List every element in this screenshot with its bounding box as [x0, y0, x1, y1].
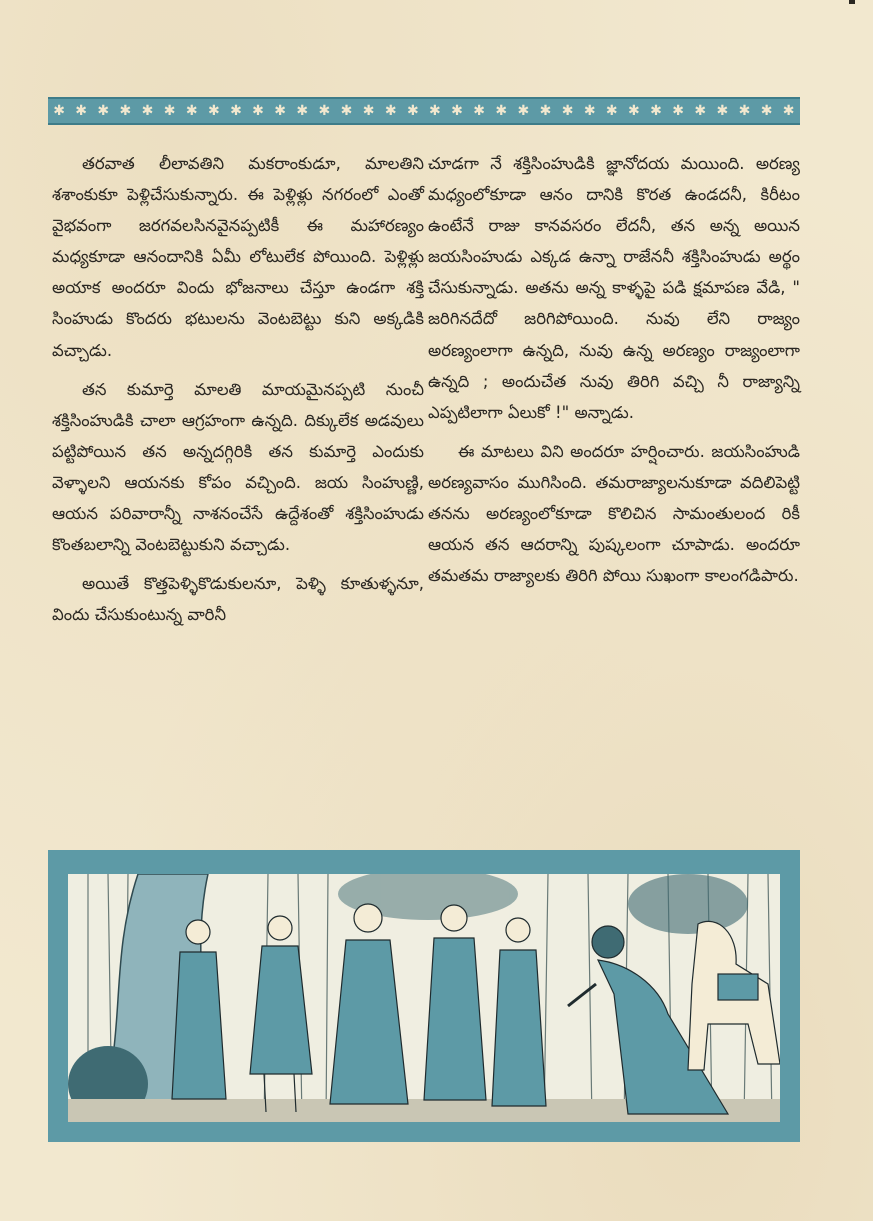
corner-mark	[849, 0, 855, 4]
border-ornament-icon: ✱	[694, 103, 707, 119]
border-ornament-icon: ✱	[495, 103, 508, 119]
border-ornament-icon: ✱	[583, 103, 596, 119]
border-ornament-icon: ✱	[782, 103, 795, 119]
border-ornament-icon: ✱	[252, 103, 264, 119]
border-ornament-icon: ✱	[473, 103, 485, 119]
border-ornament-icon: ✱	[340, 103, 353, 119]
border-ornament-icon: ✱	[384, 103, 397, 119]
paragraph: చూడగా నే శక్తిసింహుడికి జ్ఞానోదయ మయింది. అరణ్య మధ్యంలోకూడా ఆనం దానికి కొరత ఉండదనీ, కిరీటం ఉంటేనే రాజు కానవసరం లేదనీ, తన అన్న అయిన జయసింహుడు ఎక్కడ ఉన్నా రాజేననీ శక్తిసింహుడు అర్థం చేసుకున్నాడు. అతను అన్న కాళ్ళపై పడి క్షమాపణ వేడి, " జరిగినదేదో జరిగిపోయింది. నువు లేని రాజ్యం అరణ్యంలాగా ఉన్నది, నువు ఉన్న అరణ్యం రాజ్యంలాగా ఉన్నది ; అందుచేత నువు తిరిగి వచ్చి నీ రాజ్యాన్ని ఎప్పటిలాగా ఏలుకో !" అన్నాడు.	[428, 154, 800, 422]
border-ornament-icon: ✱	[53, 103, 65, 119]
decorative-border	[48, 97, 800, 125]
paragraph: ఈ మాటలు విని అందరూ హర్షించారు. జయసింహుడి అరణ్యవాసం ముగిసింది. తమరాజ్యాలనుకూడా వదిలిపెట్టి తనను అరణ్యంలోకూడా కొలిచిన సామంతులంద రికీ ఆయన తన ఆదరాన్ని పుష్కలంగా చూపాడు. అందరూ తమతమ రాజ్యాలకు తిరిగి పోయి సుఖంగా కాలంగడిపారు.	[428, 441, 800, 586]
text-column-left	[52, 148, 424, 638]
illustration-scene	[68, 874, 780, 1122]
border-ornament-icon: ✱	[141, 103, 154, 119]
paragraph: అయితే కొత్తపెళ్ళికొడుకులనూ, పెళ్ళి కూతుళ్ళనూ, విందు చేసుకుంటున్న వారినీ	[52, 574, 424, 625]
border-ornament-icon: ✱	[274, 103, 287, 119]
border-ornament-icon: ✱	[406, 103, 419, 119]
border-ornament-icon: ✱	[119, 103, 132, 119]
border-ornament-icon: ✱	[561, 103, 574, 119]
border-ornament-icon: ✱	[362, 103, 375, 119]
border-ornament-icon: ✱	[451, 103, 463, 119]
border-ornament-icon: ✱	[97, 103, 110, 119]
border-ornament-icon: ✱	[296, 103, 309, 119]
border-ornament-icon: ✱	[429, 103, 441, 119]
text-column-right	[428, 148, 800, 599]
border-ornament-icon: ✱	[318, 103, 331, 119]
border-ornament-icon: ✱	[185, 103, 198, 119]
border-ornament-icon: ✱	[650, 103, 662, 119]
story-illustration	[48, 850, 800, 1142]
paragraph: తన కుమార్తె మాలతి మాయమైనప్పటి నుంచీ శక్తిసింహుడికి చాలా ఆగ్రహంగా ఉన్నది. దిక్కులేక అడవులు పట్టిపోయిన తన అన్నదగ్గిరికి తన కుమార్తె ఎందుకు వెళ్ళాలని ఆయనకు కోపం వచ్చింది. జయ సింహుణ్ణి, ఆయన పరివారాన్నీ నాశనంచేసే ఉద్దేశంతో శక్తిసింహుడు కొంతబలాన్ని వెంటబెట్టుకుని వచ్చాడు.	[52, 379, 424, 555]
border-ornament-icon: ✱	[517, 103, 530, 119]
paragraph: తరవాత లీలావతిని మకరాంకుడూ, మాలతిని శశాంకుకూ పెళ్లిచేసుకున్నారు. ఈ పెళ్లిళ్లు నగరంలో ఎంతో వైభవంగా జరగవలసినవైనప్పటికీ ఈ మహారణ్యం మధ్యకూడా ఆనందానికి ఏమీ లోటులేక పోయింది. పెళ్లిళ్లు అయాక అందరూ విందు భోజనాలు చేస్తూ ఉండగా శక్తి సింహుడు కొందరు భటులను వెంటబెట్టు కుని అక్కడికి వచ్చాడు.	[52, 154, 424, 360]
border-ornament-icon: ✱	[760, 103, 773, 119]
border-ornament-icon: ✱	[738, 103, 751, 119]
border-ornament-icon: ✱	[207, 103, 220, 119]
border-ornament-icon: ✱	[163, 103, 176, 119]
border-ornament-icon: ✱	[230, 103, 242, 119]
border-ornament-icon: ✱	[716, 103, 729, 119]
border-ornament-icon: ✱	[672, 103, 684, 119]
border-ornament-icon: ✱	[539, 103, 552, 119]
border-ornament-icon: ✱	[628, 103, 640, 119]
border-ornament-icon: ✱	[605, 103, 618, 119]
border-ornament-icon: ✱	[75, 103, 88, 119]
